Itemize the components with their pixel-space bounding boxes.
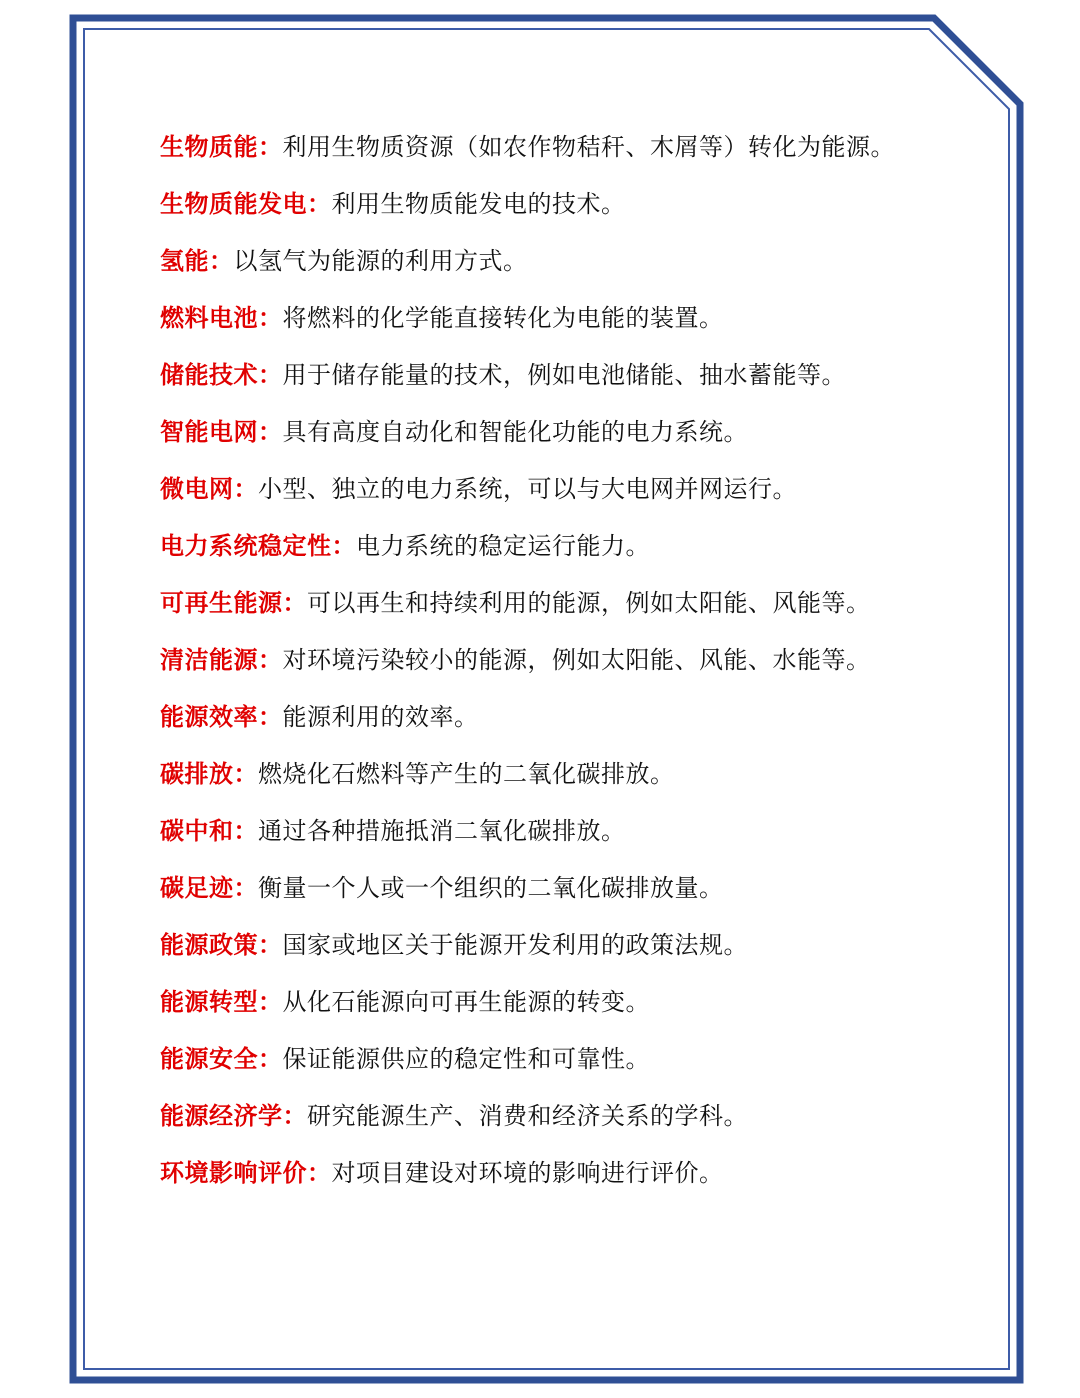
glossary-entry [160,584,950,622]
glossary-list [160,128,950,1211]
glossary-entry [160,926,950,964]
entry-term: 碳足迹： [160,873,258,902]
entry-term: 环境影响评价： [160,1158,332,1187]
entry-term: 生物质能发电： [160,189,332,218]
entry-definition: 通过各种措施抵消二氧化碳排放。 [258,817,626,845]
entry-term: 能源政策： [160,930,283,959]
entry-definition: 具有高度自动化和智能化功能的电力系统。 [282,418,748,446]
entry-term: 可再生能源： [160,588,307,617]
glossary-entry [160,869,950,907]
entry-term: 电力系统稳定性： [160,531,356,560]
glossary-entry [160,983,950,1021]
entry-term: 清洁能源： [160,645,283,674]
entry-term: 生物质能： [160,132,283,161]
glossary-entry [160,128,950,166]
entry-term: 燃料电池： [160,303,283,332]
entry-definition: 从化石能源向可再生能源的转变。 [282,988,650,1016]
entry-definition: 小型、独立的电力系统，可以与大电网并网运行。 [258,475,797,503]
entry-term: 微电网： [160,474,258,503]
glossary-entry [160,698,950,736]
entry-definition: 以氢气为能源的利用方式。 [233,247,528,275]
glossary-entry [160,527,950,565]
entry-definition: 用于储存能量的技术，例如电池储能、抽水蓄能等。 [282,361,846,389]
glossary-entry [160,755,950,793]
entry-definition: 燃烧化石燃料等产生的二氧化碳排放。 [258,760,675,788]
glossary-entry [160,1097,950,1135]
entry-term: 碳排放： [160,759,258,788]
entry-term: 储能技术： [160,360,283,389]
entry-definition: 对环境污染较小的能源，例如太阳能、风能、水能等。 [282,646,871,674]
entry-term: 智能电网： [160,417,283,446]
glossary-entry [160,1040,950,1078]
entry-term: 能源经济学： [160,1101,307,1130]
glossary-entry [160,185,950,223]
entry-definition: 研究能源生产、消费和经济关系的学科。 [307,1102,748,1130]
entry-term: 氢能： [160,246,234,275]
entry-definition: 电力系统的稳定运行能力。 [356,532,650,560]
glossary-entry [160,413,950,451]
glossary-entry [160,299,950,337]
entry-definition: 保证能源供应的稳定性和可靠性。 [282,1045,650,1073]
entry-definition: 可以再生和持续利用的能源，例如太阳能、风能等。 [307,589,871,617]
glossary-entry [160,812,950,850]
glossary-entry [160,242,950,280]
glossary-entry [160,1154,950,1192]
entry-definition: 利用生物质资源（如农作物秸秆、木屑等）转化为能源。 [282,133,895,161]
glossary-entry [160,356,950,394]
entry-definition: 能源利用的效率。 [282,703,479,731]
entry-definition: 衡量一个人或一个组织的二氧化碳排放量。 [258,874,724,902]
entry-term: 能源效率： [160,702,283,731]
entry-term: 能源转型： [160,987,283,1016]
entry-term: 碳中和： [160,816,258,845]
entry-definition: 对项目建设对环境的影响进行评价。 [331,1159,724,1187]
glossary-entry [160,641,950,679]
entry-term: 能源安全： [160,1044,283,1073]
entry-definition: 将燃料的化学能直接转化为电能的装置。 [282,304,724,332]
glossary-entry [160,470,950,508]
entry-definition: 利用生物质能发电的技术。 [331,190,626,218]
entry-definition: 国家或地区关于能源开发利用的政策法规。 [282,931,748,959]
